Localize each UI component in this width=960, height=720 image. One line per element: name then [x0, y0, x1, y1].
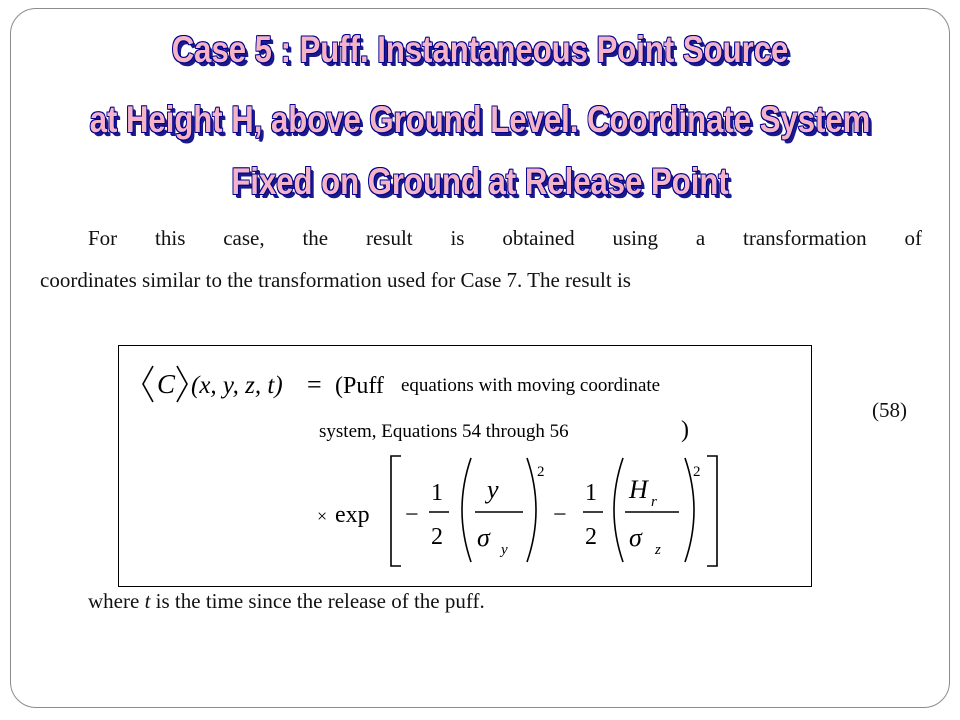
numerator-H: H [629, 475, 648, 504]
subscript-z: z [655, 542, 661, 558]
equation-box [118, 345, 812, 587]
where-sentence [88, 589, 485, 614]
rhs-line-2-close: ) [681, 417, 689, 443]
denominator-sigma-y: σ [477, 523, 490, 552]
slide-title-line-1: Case 5 : Puff. Instantaneous Point Source [171, 29, 789, 70]
fraction-3-denominator: 2 [585, 524, 597, 550]
minus-sign-2: − [553, 502, 567, 528]
subscript-r: r [651, 494, 657, 510]
right-paren-1 [527, 458, 536, 562]
rhs-line-1-start: (Puff [335, 373, 384, 399]
numerator-y: y [487, 475, 499, 504]
left-paren-1 [462, 458, 471, 562]
exponent-1: 2 [537, 464, 545, 480]
variable-C: C [157, 369, 176, 399]
body-paragraph-line-1: For this case, the result is obtained using a transformation of [88, 226, 922, 250]
subscript-y: y [501, 542, 508, 558]
minus-sign-1: − [405, 502, 419, 528]
where-text-start: where [88, 589, 145, 613]
where-text-end: is the time since the release of the puff. [150, 589, 485, 613]
right-bracket [707, 456, 717, 566]
exponent-2: 2 [693, 464, 701, 480]
equation-number: (58) [872, 398, 907, 422]
body-paragraph-line-2: coordinates similar to the transformation used for Case 7. The result is [40, 268, 631, 292]
denominator-sigma-z: σ [629, 523, 642, 552]
fraction-1-numerator: 1 [431, 480, 443, 506]
times-sign: × [317, 506, 328, 526]
equation-58 [119, 346, 813, 588]
rhs-line-2-text: system, Equations 54 through 56 [319, 421, 569, 442]
fraction-1-denominator: 2 [431, 524, 443, 550]
fraction-3-numerator: 1 [585, 480, 597, 506]
rhs-line-1-text: equations with moving coordinate [401, 375, 661, 396]
left-paren-2 [614, 458, 623, 562]
exp-function: exp [335, 502, 370, 528]
where-variable-t: t [144, 589, 151, 613]
slide-title-line-3: Fixed on Ground at Release Point [231, 161, 729, 202]
lhs-arguments: (x, y, z, t) [191, 372, 283, 399]
left-bracket [391, 456, 401, 566]
slide-title-line-2: at Height H, above Ground Level. Coordinate System [89, 99, 871, 140]
equals-sign: = [307, 370, 322, 399]
